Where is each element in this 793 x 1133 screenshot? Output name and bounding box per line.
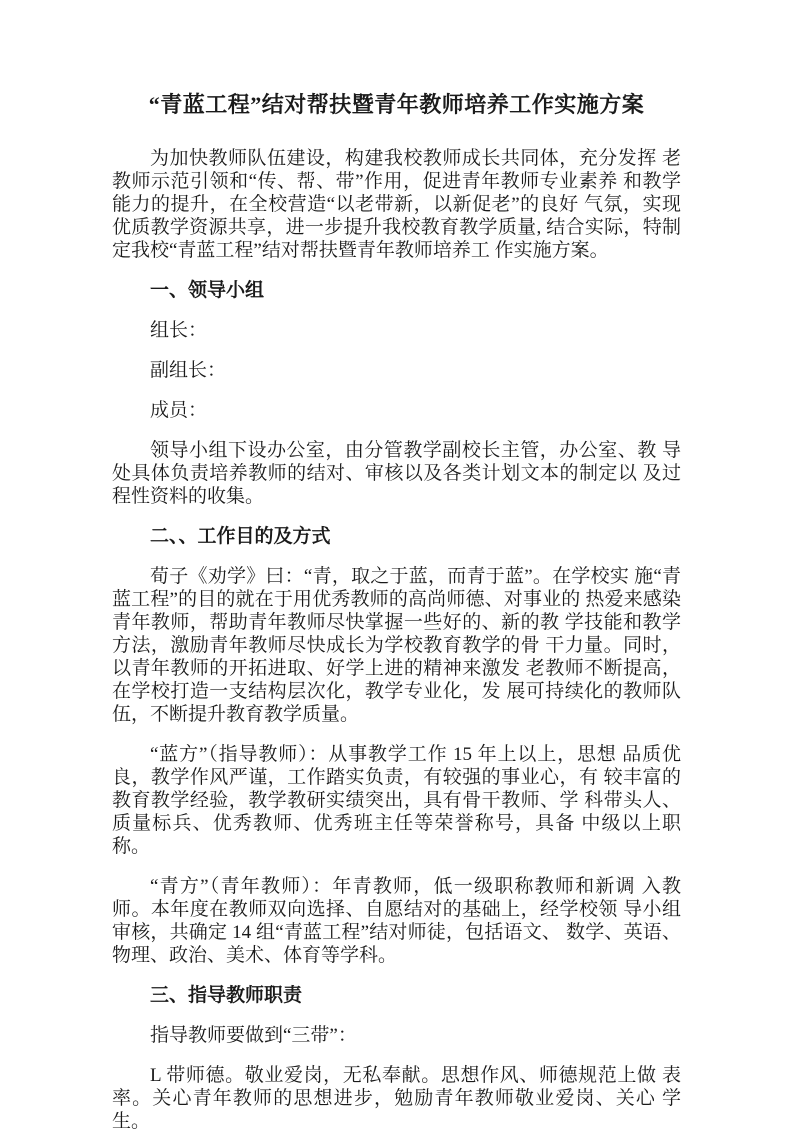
paragraph-blue-side-mentors: “蓝方”（指导教师）：从事教学工作 15 年上以上，思想 品质优良，教学作风严谨，工作踏实负责，有较强的事业心，有 较丰富的教育教学经验，教学教研实绩突出，具有骨干教师、学 科带头人、质量标兵、优秀教师、优秀班主任等荣誉称号，具备 中级以上职称。: [112, 744, 681, 857]
heading-mentor-duties: 三、指导教师职责: [150, 985, 303, 1006]
item-group-leader: 组长：: [150, 320, 208, 341]
paragraph-green-side-young-teachers: “青方”（青年教师）：年青教师，低一级职称教师和新调 入教师。本年度在教师双向选择、自愿结对的基础上，经学校领 导小组审核，共确定 14 组“青蓝工程”结对师徒，包括语文、 数学、英语、物理、政治、美术、体育等学科。: [112, 876, 681, 966]
paragraph-intro: 为加快教师队伍建设，构建我校教师成长共同体，充分发挥 老教师示范引领和“传、帮、带”作用，促进青年教师专业素养 和教学能力的提升，在全校营造“以老带新，以新促老”的良好 气氛，实现优质教学资源共享，进一步提升我校教育教学质量, 结合实际，特制定我校“青蓝工程”结对帮扶暨青年教师培养工 作实施方案。: [112, 148, 681, 261]
paragraph-xunzi-purpose: 荀子《劝学》曰：“青，取之于蓝，而青于蓝”。在学校实 施“青蓝工程”的目的就在于用优秀教师的高尚师德、对事业的 热爱来感染青年教师，帮助青年教师尽快掌握一些好的、新的教 学技能和教学方法，激励青年教师尽快成长为学校教育教学的骨 干力量。同时，以青年教师的开拓进取、好学上进的精神来激发 老教师不断提高，在学校打造一支结构层次化，教学专业化，发 展可持续化的教师队伍，不断提升教育教学质量。: [112, 566, 681, 725]
item-deputy-group-leader: 副组长：: [150, 360, 227, 381]
paragraph-office-duties: 领导小组下设办公室，由分管教学副校长主管，办公室、教 导处具体负责培养教师的结对、审核以及各类计划文本的制定以 及过程性资料的收集。: [112, 440, 681, 507]
paragraph-lead-ethics: L 带师德。敬业爱岗，无私奉献。思想作风、师德规范上做 表率。关心青年教师的思想进步，勉励青年教师敬业爱岗、关心 学生。: [112, 1065, 681, 1132]
paragraph-three-leads: 指导教师要做到“三带”：: [150, 1025, 357, 1046]
heading-work-purpose: 二、、工作目的及方式: [150, 526, 331, 547]
heading-leading-group: 一、领导小组: [150, 280, 265, 301]
item-members: 成员：: [150, 400, 208, 421]
document-title: “青蓝工程”结对帮扶暨青年教师培养工作实施方案: [148, 92, 645, 117]
